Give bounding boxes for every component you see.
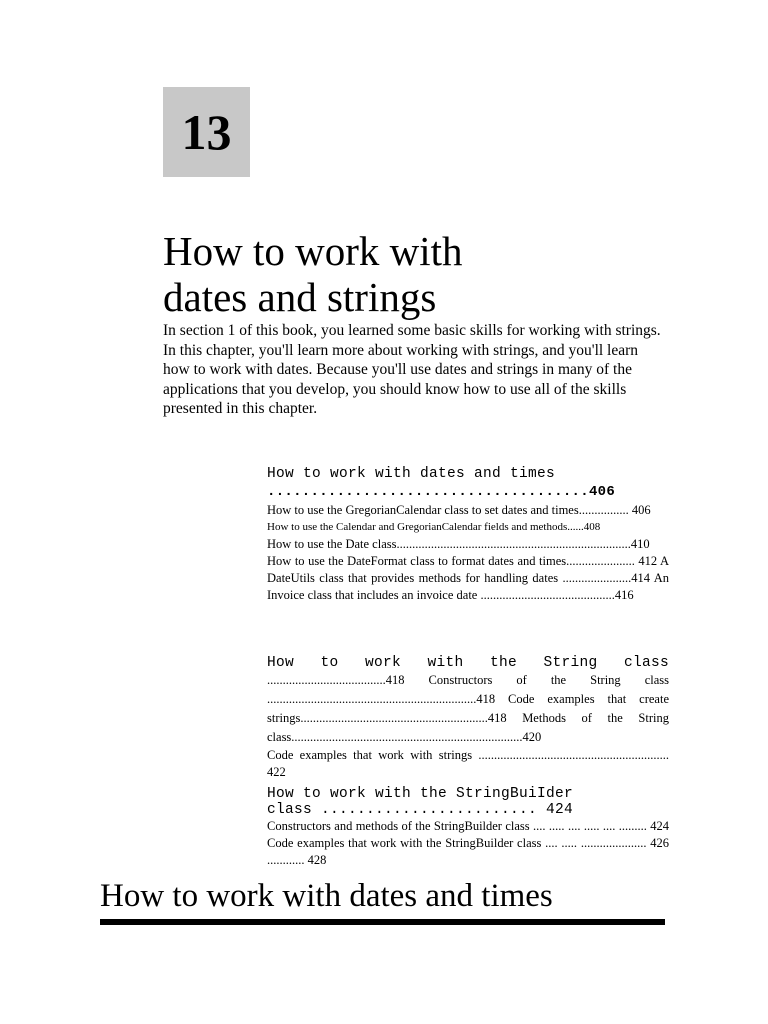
- toc-dates-times: [267, 466, 669, 604]
- toc-string-text: ......................................418 Constructors of the String class ...................................................................418 Code examples that create strings............................................................418 Methods of the String class..........................................................................420: [267, 673, 669, 744]
- toc-line: How to use the GregorianCalendar class to set dates and times................ 406: [267, 503, 651, 517]
- section-divider: [100, 919, 665, 925]
- chapter-title-line2: dates and strings: [163, 274, 437, 320]
- section-heading: How to work with dates and times: [100, 878, 553, 914]
- toc-heading-page: .....................................406: [267, 484, 616, 500]
- toc-heading-dates-times: How to work with dates and times: [267, 466, 556, 482]
- chapter-number: 13: [181, 104, 232, 160]
- toc-heading-stringbuilder-1: How to work with the StringBuiIder: [267, 786, 574, 802]
- toc-heading-stringbuilder-2: class ........................ 424: [267, 802, 574, 818]
- toc-stringbuilder: [267, 786, 669, 869]
- chapter-title: [163, 228, 583, 320]
- toc-string-class: [267, 655, 669, 781]
- toc-stringbuilder-text: Constructors and methods of the StringBuilder class .... ..... .... ..... .... ......... 424 Code examples that work with the StringBuilder class .... ..... ..................... 426 ............ 428: [267, 819, 669, 867]
- intro-paragraph: In section 1 of this book, you learned some basic skills for working with strings. In this chapter, you'll learn more about working with strings, and you'll learn how to work with dates. Because you'll use dates and strings in many of the applications that you develop, you should know how to use all of the skills presented in this chapter.: [163, 322, 661, 417]
- chapter-number-box: [163, 87, 250, 177]
- toc-line: How to use the Date class...........................................................................410: [267, 537, 650, 551]
- toc-line: How to use the DateFormat class to format dates and times...................... 412 A DateUtils class that provides methods for handling dates ......................414 An Invoice class that includes an invoice date ...........................................416: [267, 554, 669, 602]
- toc-line: How to use the Calendar and GregorianCalendar fields and methods......408: [267, 521, 601, 533]
- toc-string-extra: Code examples that work with strings ............................................................. 422: [267, 748, 669, 779]
- chapter-title-line1: How to work with: [163, 228, 463, 274]
- toc-heading-string: How to work with the String class: [267, 655, 669, 671]
